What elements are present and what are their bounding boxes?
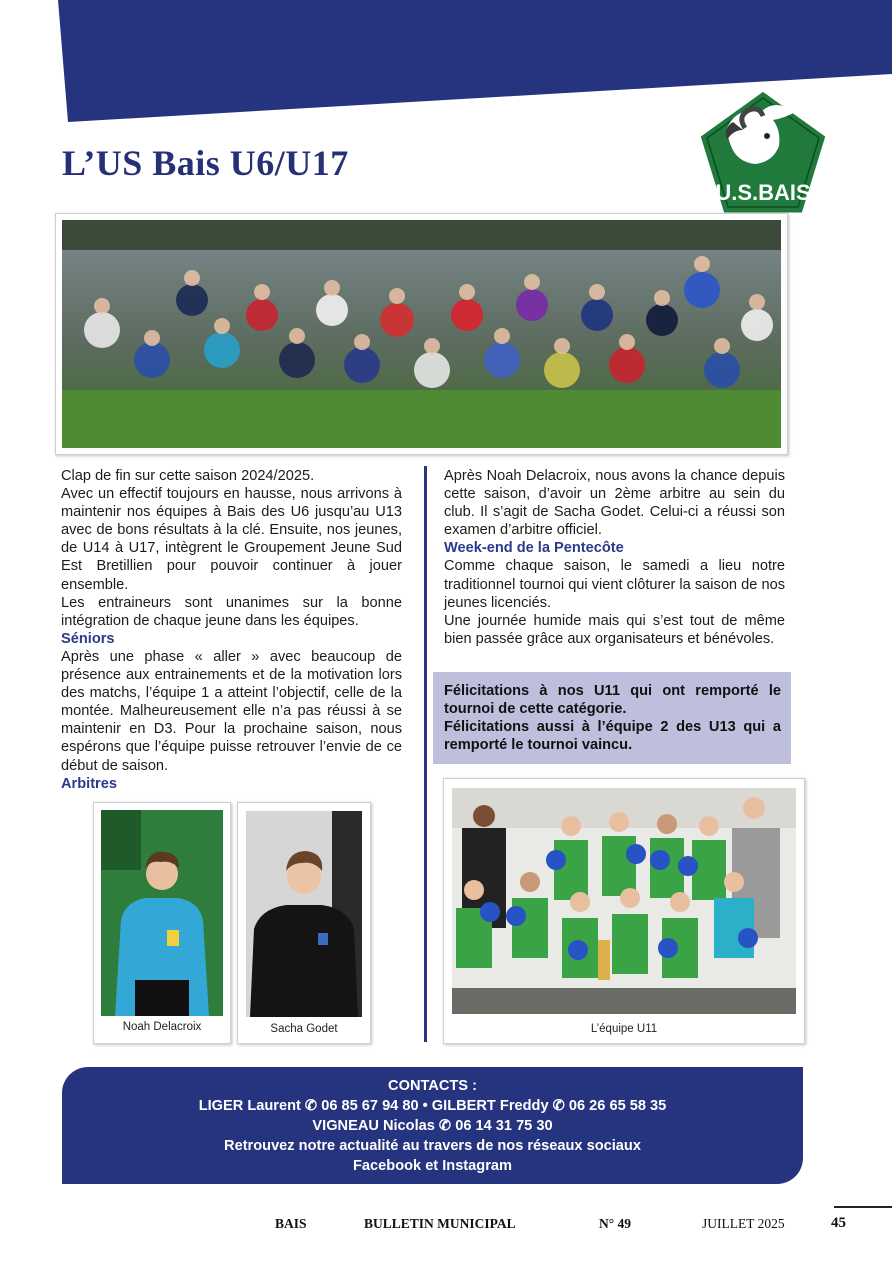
left-column: [61, 467, 402, 793]
arbitres-heading: Arbitres: [61, 775, 117, 792]
contacts-box: [62, 1067, 803, 1184]
team-photo-frame: [443, 778, 805, 1044]
page-title: L’US Bais U6/U17: [62, 143, 349, 183]
referee-caption-2: Sacha Godet: [270, 1023, 338, 1035]
contacts-line: Facebook et Instagram: [353, 1158, 512, 1174]
intro-paragraph: Les entraineurs sont unanimes sur la bonne intégration de chaque jeune dans les équipes.: [61, 594, 402, 629]
intro-paragraph: Clap de fin sur cette saison 2024/2025.: [61, 468, 315, 484]
footer-town: BAIS: [275, 1216, 307, 1231]
contacts-line: VIGNEAU Nicolas ✆ 06 14 31 75 30: [312, 1118, 553, 1134]
footer-rule: [834, 1206, 892, 1208]
team-u11-photo: [452, 788, 796, 1014]
footer-date: JUILLET 2025: [702, 1216, 785, 1231]
congratulations-box: [433, 672, 791, 764]
column-divider: [424, 466, 427, 1042]
footer-publication: BULLETIN MUNICIPAL: [364, 1216, 516, 1231]
seniors-paragraph: Après une phase « aller » avec beaucoup de présence aux entrainements et de la motivation lors des matchs, l’équipe 1 a atteint l’objectif, celle de la montée. Malheureusement elle n’a pas réussi à se maintenir en D3. Pour la prochaine saison, nous espérons que l’équipe puisse retrouver l’envie de ce début de saison.: [61, 648, 402, 774]
arbitres-paragraph: Après Noah Delacroix, nous avons la chance depuis cette saison, d’avoir un 2ème arbitre au sein du club. Il s’agit de Sacha Godet. Celui-ci a réussi son examen d’arbitre officiel.: [444, 468, 785, 539]
congratulations-text: Félicitations aussi à l’équipe 2 des U13 qui a remporté le tournoi vaincu.: [444, 719, 781, 754]
page-number: 45: [831, 1215, 846, 1231]
referee-caption-1: Noah Delacroix: [122, 1021, 202, 1033]
referee-photo-sacha: [246, 811, 362, 1017]
logo-text: U.S.BAIS: [715, 180, 811, 205]
congratulations-text: Félicitations à nos U11 qui ont remporté le tournoi de cette catégorie.: [444, 683, 781, 718]
pentecote-paragraph: Une journée humide mais qui s’est tout de même bien passée grâce aux organisateurs et bénévoles.: [444, 612, 785, 647]
seniors-heading: Séniors: [61, 630, 115, 647]
pentecote-paragraph: Comme chaque saison, le samedi a lieu notre traditionnel tournoi qui vient clôturer la saison de nos jeunes licenciés.: [444, 558, 785, 611]
contacts-line: LIGER Laurent ✆ 06 85 67 94 80 • GILBERT Freddy ✆ 06 26 65 58 35: [198, 1098, 667, 1114]
right-column: [444, 467, 785, 648]
referee-photo-noah: [101, 810, 223, 1016]
footer-issue: N° 49: [599, 1216, 632, 1231]
group-photo-frame: [55, 213, 788, 455]
club-logo: [697, 88, 829, 216]
team-caption: L’équipe U11: [590, 1023, 658, 1035]
contacts-line: Retrouvez notre actualité au travers de nos réseaux sociaux: [224, 1138, 641, 1154]
group-photo: [62, 220, 781, 448]
pentecote-heading: Week-end de la Pentecôte: [444, 540, 624, 557]
contacts-heading: CONTACTS :: [388, 1078, 477, 1094]
intro-paragraph: Avec un effectif toujours en hausse, nous arrivons à maintenir nos équipes à Bais des U6 jusqu’au U13 avec de bons résultats à la clé. Ensuite, nos jeunes, de U14 à U17, intègrent le Groupement Jeune Sud Est Bretillien pour pouvoir continuer à jouer ensemble.: [61, 486, 402, 593]
referee-photo-frame-2: [237, 802, 371, 1044]
referee-photo-frame-1: [93, 802, 231, 1044]
